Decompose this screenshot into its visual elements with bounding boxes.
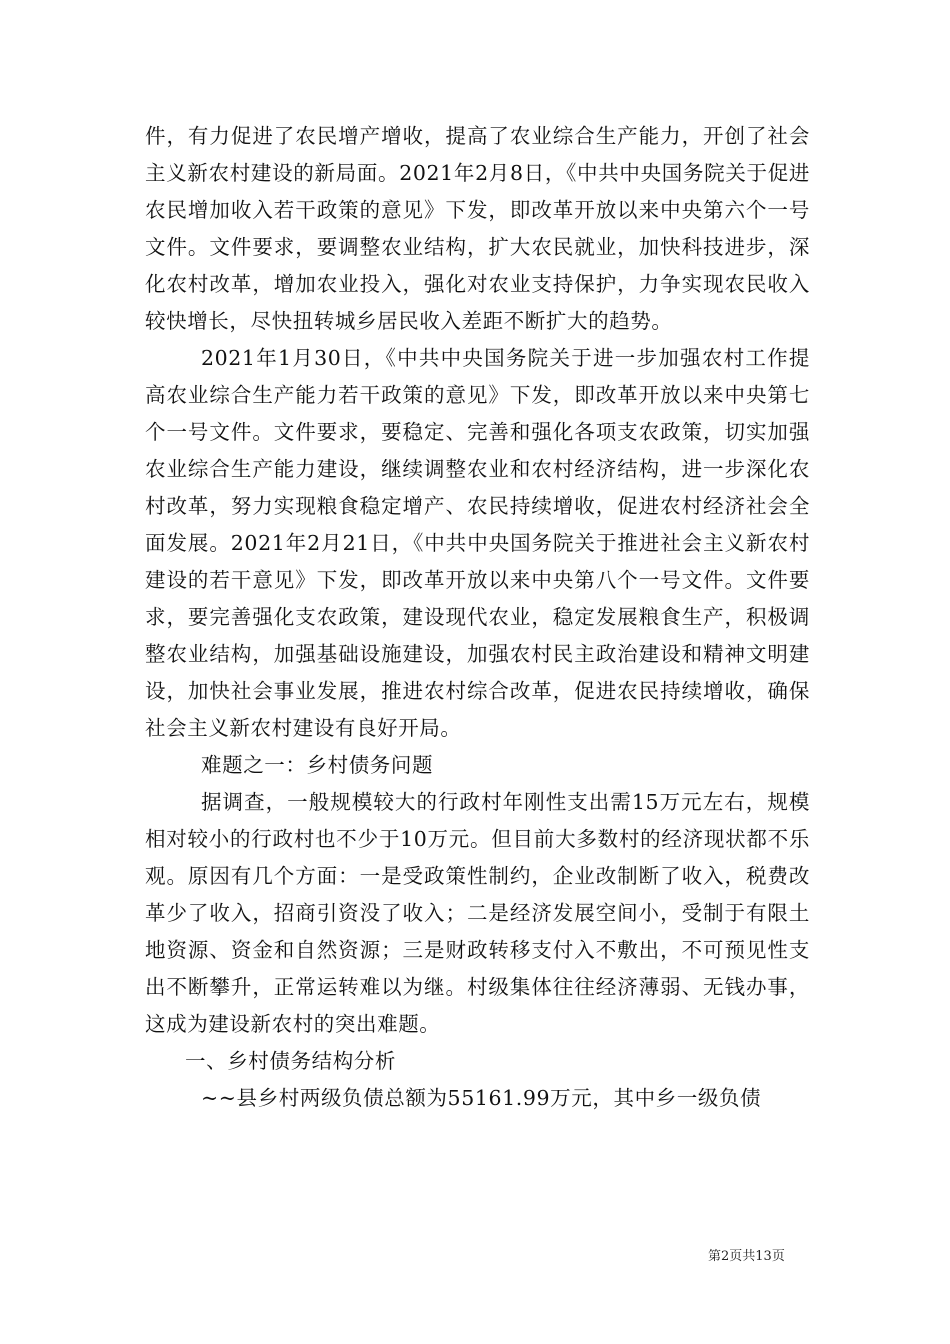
paragraph-debt-total: ~~县乡村两级负债总额为55161.99万元，其中乡一级负债: [201, 1086, 762, 1110]
section-heading-debt-analysis: 一、乡村债务结构分析: [185, 1049, 396, 1073]
document-body: [145, 118, 810, 1117]
paragraph-later-document-policies: 2021年1月30日，《中共中央国务院关于进一步加强农村工作提高农业综合生产能力若干政策的意见》下发，即改革开放以来中央第七个一号文件。文件要求，要稳定、完善和强化各项支农政策，切实加强农业综合生产能力建设，继续调整农业和农村经济结构，进一步深化农村改革，努力实现粮食稳定增产、农民持续增收，促进农村经济社会全面发展。2021年2月21日，《中共中央国务院关于推进社会主义新农村建设的若干意见》下发，即改革开放以来中央第八个一号文件。文件要求，要完善强化支农政策，建设现代农业，稳定发展粮食生产，积极调整农业结构，加强基础设施建设，加强农村民主政治建设和精神文明建设，加快社会事业发展，推进农村综合改革，促进农民持续增收，确保社会主义新农村建设有良好开局。: [145, 346, 810, 740]
paragraph-first-document-policies: 件，有力促进了农民增产增收，提高了农业综合生产能力，开创了社会主义新农村建设的新局面。2021年2月8日，《中共中央国务院关于促进农民增加收入若干政策的意见》下发，即改革开放以来中央第六个一号文件。文件要求，要调整农业结构，扩大农民就业，加快科技进步，深化农村改革，增加农业投入，强化对农业支持保护，力争实现农民收入较快增长，尽快扭转城乡居民收入差距不断扩大的趋势。: [145, 124, 810, 333]
paragraph-village-finance-survey: 据调查，一般规模较大的行政村年刚性支出需15万元左右，规模相对较小的行政村也不少于10万元。但目前大多数村的经济现状都不乐观。原因有几个方面：一是受政策性制约，企业改制断了收入，税费改革少了收入，招商引资没了收入；二是经济发展空间小，受制于有限土地资源、资金和自然资源；三是财政转移支付入不敷出，不可预见性支出不断攀升，正常运转难以为继。村级集体往往经济薄弱、无钱办事，这成为建设新农村的突出难题。: [145, 790, 810, 1036]
page-number: 第2页共13页: [708, 1249, 785, 1264]
section-heading-difficulty-one: 难题之一：乡村债务问题: [201, 753, 434, 777]
